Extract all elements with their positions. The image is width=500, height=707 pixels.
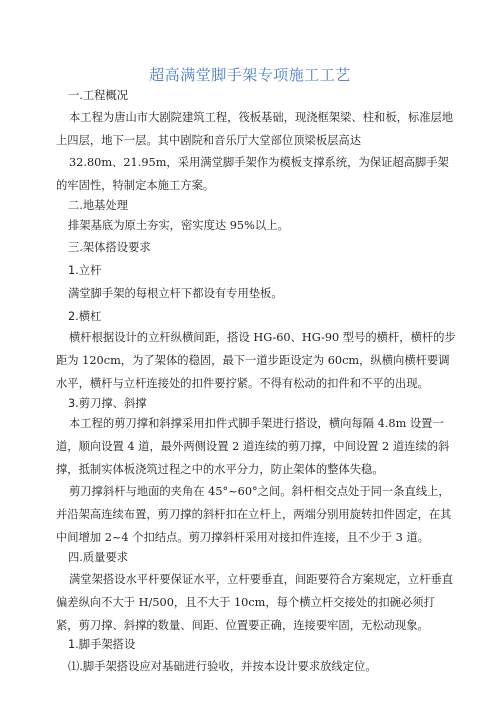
subheading-crossbar: 2.横杠	[68, 310, 102, 323]
paragraph-overview-2: 32.80m、21.95m，采用满堂脚手架作为模板支撑系统，为保证超高脚手架的牢固性，特制定本施工方案。	[56, 156, 449, 192]
paragraph-upright-pole: 满堂脚手架的每根立杆下都设有专用垫板。	[68, 287, 283, 300]
section-heading-quality: 四.质量要求	[68, 551, 129, 564]
subheading-bracing: 3.剪刀撑、斜撑	[68, 397, 147, 410]
section-heading-foundation: 二.地基处理	[68, 199, 129, 212]
subheading-upright-pole: 1.立杆	[68, 264, 102, 277]
paragraph-bracing-1: 本工程的剪刀撑和斜撑采用扣件式脚手架进行搭设，横向每隔 4.8m 设置一道，顺向设置 4 道，最外两侧设置 2 道连续的剪刀撑，中间设置 2 道连续的斜撑，抵制实体板浇筑过程之中的水平分力，防止架体的整体失稳。	[56, 417, 450, 476]
paragraph-quality: 满堂架搭设水平杆要保证水平，立杆要垂直，间距要符合方案规定，立杆垂直偏差纵向不大于 H/500，且不大于 10cm，每个横立杆交接处的扣碗必须打紧，剪刀撑、斜撑的数量、间距、位置要正确，连接要牢固，无松动现象。	[56, 573, 454, 632]
section-heading-frame: 三.架体搭设要求	[68, 241, 151, 254]
paragraph-scaffold-erection: ⑴.脚手架搭设应对基础进行验收，并按本设计要求放线定位。	[68, 660, 377, 673]
paragraph-bracing-2: 剪刀撑斜杆与地面的夹角在 45°~60°之间。斜杆相交点处于同一条直线上，并沿架高连续布置，剪刀撑的斜杆扣在立杆上，两端分别用旋转扣件固定，在其中间增加 2~4 个扣结点。剪刀撑斜杆采用对接扣件连接，且不少于 3 道。	[56, 485, 452, 544]
paragraph-foundation: 排架基底为原土夯实，密实度达 95%以上。	[68, 219, 289, 232]
subheading-scaffold-erection: 1.脚手架搭设	[68, 638, 136, 651]
document-title: 超高满堂脚手架专项施工工艺	[149, 66, 351, 84]
paragraph-overview-1: 本工程为唐山市大剧院建筑工程，筏板基础，现浇框架梁、柱和板，标准层地上四层，地下一层。其中剧院和音乐厅大堂部位顶梁板层高达	[56, 111, 454, 147]
section-heading-overview: 一.工程概况	[68, 89, 129, 102]
paragraph-crossbar: 横杆根据设计的立杆纵横间距，搭设 HG-60、HG-90 型号的横杆，横杆的步距为 120cm，为了架体的稳固，最下一道步距设定为 60cm，纵横向横杆要调水平，横杆与立杆连接处的扣件要拧紧。不得有松动的扣件和不平的出现。	[56, 331, 456, 390]
